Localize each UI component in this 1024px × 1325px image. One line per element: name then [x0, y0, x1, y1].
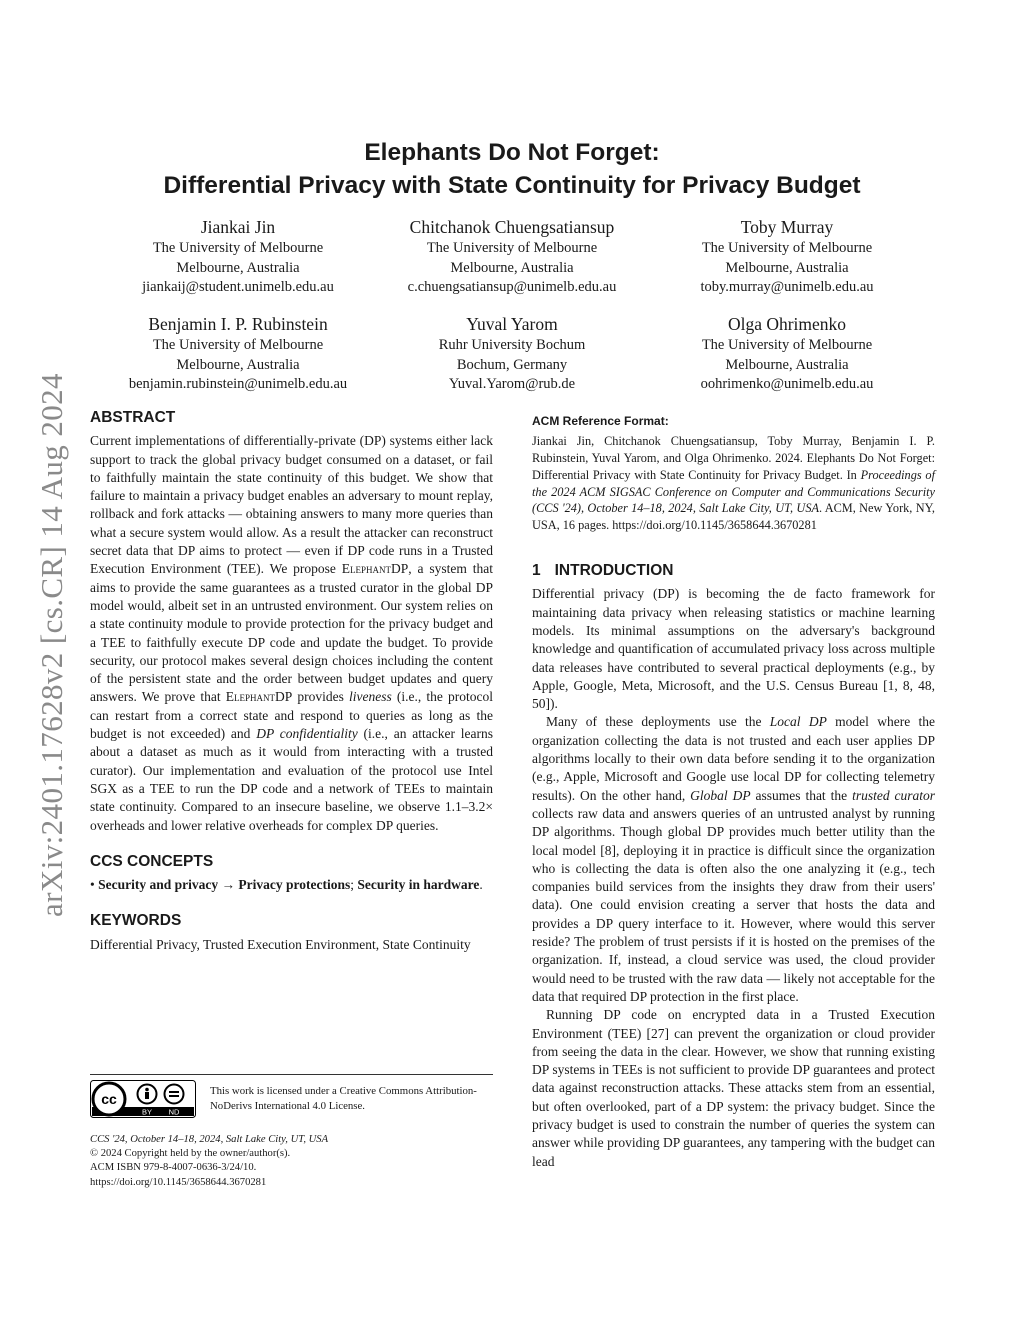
author-location: Melbourne, Australia [176, 356, 300, 373]
footer-doi[interactable]: https://doi.org/10.1145/3658644.3670281 [90, 1176, 267, 1188]
author-affiliation: The University of Melbourne [426, 240, 598, 256]
author-block [88, 313, 388, 395]
author-email: Yuval.Yarom@rub.de [448, 376, 576, 392]
introduction-heading: 1 INTRODUCTION [532, 562, 674, 580]
svg-text:BY: BY [141, 1107, 153, 1117]
keywords-heading: KEYWORDS [90, 912, 182, 930]
svg-text:cc: cc [101, 1091, 117, 1107]
author-name: Jiankai Jin [200, 217, 276, 237]
svg-text:ND: ND [168, 1107, 180, 1117]
abstract-text: Current implementations of differentially-private (DP) systems either lack support to track the global privacy budget consumed on a dataset, or fail to faithfully maintain the state continuity of this budget. We show that failure to maintain a privacy budget enables an adversary to mount replay, rollback and fork attacks — obtaining answers to many more queries than what a secure system would allow. As a result the attacker can reconstruct secret data that DP aims to protect — even if DP code runs in a Trusted Execution Environment (TEE). We propose ElephantDP, a system that aims to provide the same guarantees as a trusted curator in the global DP model would, albeit set in an untrusted environment. Our system relies on a state continuity module to provide protection for the privacy budget and a TEE to faithfully execute DP code and update the budget. To provide security, our protocol makes several design choices including the content of the persistent state and the order between budget updates and query answers. We prove that ElephantDP provides liveness (i.e., the protocol can restart from a correct state and respond to queries as long as the budget is not exceeded) and DP confidentiality (i.e., an attacker learns about a dataset as much as it would from interacting with a trusted curator). Our implementation and evaluation of the protocol use Intel SGX as a TEE to run the DP code and a network of TEEs to maintain state continuity. Compared to an insecure baseline, we observe 1.1–3.2× overheads and lower relative overheads for complex DP queries. [90, 433, 494, 833]
acm-reference-text: Jiankai Jin, Chitchanok Chuengsatiansup, Toby Murray, Benjamin I. P. Rubinstein, Yuval Yarom, and Olga Ohrimenko. 2024. Elephants Do Not Forget: Differential Privacy with State Continuity for Privacy Budget. In Proceedings of the 2024 ACM SIGSAC Conference on Computer and Communications Security (CCS '24), October 14–18, 2024, Salt Lake City, UT, USA. ACM, New York, NY, USA, 16 pages. https://doi.org/10.1145/3658644.3670281 [532, 434, 935, 533]
ccs-heading: CCS CONCEPTS [90, 852, 214, 870]
left-column [90, 409, 493, 954]
author-name: Toby Murray [740, 217, 834, 237]
footer-isbn: ACM ISBN 979-8-4007-0636-3/24/10. [90, 1162, 257, 1174]
ccs-concepts: • Security and privacy → Privacy protections; Security in hardware. [90, 877, 483, 893]
author-name: Benjamin I. P. Rubinstein [148, 314, 328, 334]
no-derivatives-icon [165, 1085, 184, 1104]
arxiv-identifier: arXiv:2401.17628v2 [cs.CR] 14 Aug 2024 [34, 373, 69, 917]
author-location: Melbourne, Australia [725, 356, 849, 373]
author-name: Olga Ohrimenko [727, 314, 847, 334]
author-block [637, 216, 937, 298]
acm-reference-heading: ACM Reference Format: [532, 414, 669, 428]
author-location: Bochum, Germany [456, 356, 568, 373]
author-location: Melbourne, Australia [450, 259, 574, 276]
author-block [88, 216, 388, 298]
intro-paragraph-3: Running DP code on encrypted data in a Trusted Execution Environment (TEE) [27] can prevent the organization or cloud provider from seeing the data in the clear. However, we show that running existing DP systems in TEEs is not sufficient to provide DP guarantees and protect data against reconstruction attacks. These attacks stem from an essential, but often overlooked, part of a DP system: the privacy budget. Since the privacy budget is used to constrain the number of queries the system can answer while providing DP guarantees, any tampering with the budget can lead [532, 1007, 935, 1169]
author-block [637, 313, 937, 395]
footer-copyright: © 2024 Copyright held by the owner/author(s). [90, 1148, 291, 1160]
intro-paragraph-2: Many of these deployments use the Local DP model where the organization collecting the data is not trusted and each user applies DP algorithms locally to their own data before sending it to the organization (e.g., Apple, Microsoft and Google use local DP for collecting telemetry results). On the other hand, Global DP assumes that the trusted curator collects raw data and answers queries of an untrusted analyst by running DP algorithms. Though global DP provides much better utility than the local model [8], deploying it in practice is difficult since the organization who is collecting the data is often also the one analyzing it (e.g., tech companies build services from the insights they draw from their users' data). One could envision creating a server that hosts the data and provides a DP query interface to it. However, where would this server reside? The problem of trust persists if it is hosted on the premises of the organization. If, instead, a cloud service was used, the cloud provider would need to be trusted with the raw data — likely not acceptable for the data that required DP protection in the first place. [532, 714, 935, 1004]
author-location: Melbourne, Australia [176, 259, 300, 276]
author-name: Chitchanok Chuengsatiansup [409, 217, 615, 237]
cc-by-nd-badge [90, 1080, 196, 1118]
author-email: jiankaij@student.unimelb.edu.au [142, 279, 334, 295]
author-block [362, 313, 662, 395]
title-line-2: Differential Privacy with State Continuity for Privacy Budget [163, 172, 861, 199]
author-affiliation: Ruhr University Bochum [438, 337, 586, 353]
footer [90, 1133, 390, 1190]
author-name: Yuval Yarom [466, 314, 558, 334]
keywords-text: Differential Privacy, Trusted Execution Environment, State Continuity [90, 936, 471, 952]
license-text: This work is licensed under a Creative Commons Attribution-NoDerivs International 4.0 License. [210, 1085, 477, 1112]
abstract-heading: ABSTRACT [90, 409, 176, 426]
right-column [532, 412, 935, 1171]
author-email: benjamin.rubinstein@unimelb.edu.au [128, 376, 348, 392]
author-email: c.chuengsatiansup@unimelb.edu.au [407, 279, 617, 295]
author-affiliation: The University of Melbourne [152, 240, 324, 256]
author-block [362, 216, 662, 298]
title-line-1: Elephants Do Not Forget: [364, 139, 660, 166]
intro-paragraph-1: Differential privacy (DP) is becoming the de facto framework for maintaining data privacy when releasing statistics or machine learning models. Its minimal assumptions on the adversary's background knowledge and quantification of accumulated privacy loss across multiple data releases have contributed to several practical deployments (e.g., by Apple, Google, Meta, Microsoft, and the U.S. Census Bureau [1, 8, 48, 50]). [532, 586, 935, 712]
author-email: oohrimenko@unimelb.edu.au [700, 376, 874, 392]
author-location: Melbourne, Australia [725, 259, 849, 276]
author-email: toby.murray@unimelb.edu.au [700, 279, 874, 295]
paper-title [0, 136, 1024, 202]
footer-conference: CCS '24, October 14–18, 2024, Salt Lake City, UT, USA [90, 1134, 329, 1145]
author-affiliation: The University of Melbourne [701, 337, 873, 353]
author-affiliation: The University of Melbourne [152, 337, 324, 353]
author-affiliation: The University of Melbourne [701, 240, 873, 256]
license-divider [90, 1074, 493, 1075]
